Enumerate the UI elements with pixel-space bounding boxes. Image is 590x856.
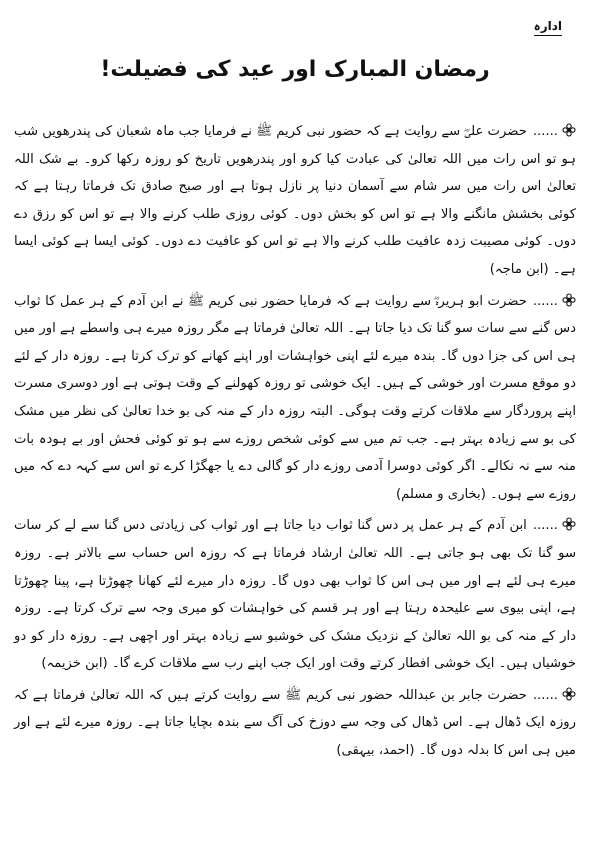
article-title: رمضان المبارک اور عید کی فضیلت! (100, 57, 490, 82)
reference: (ابن ماجہ) (489, 261, 549, 277)
article-body (14, 118, 576, 769)
paragraph-2 (14, 288, 576, 509)
reference: (بخاری و مسلم) (395, 486, 486, 502)
paragraph-3 (14, 512, 576, 678)
paragraph-4 (14, 682, 576, 765)
paragraph-lead: ...... (532, 293, 558, 309)
department-label: ادارہ (534, 18, 562, 36)
paragraph-text: حضرت جابر بن عبداللہ حضور نبی کریم ﷺ سے روایت کرتے ہیں کہ اللہ تعالیٰ فرماتا ہے کہ روزہ ایک ڈھال ہے۔ اس ڈھال کی وجہ سے دوزخ کی آگ سے بندہ بچایا جاتا ہے۔ روزہ میرے لئے ہے اور میں ہی اس کا بدلہ دوں گا۔ (14, 687, 576, 759)
paragraph-lead: ...... (532, 518, 558, 534)
reference: (ابن خزیمہ) (41, 656, 108, 672)
flower-icon (562, 293, 576, 307)
flower-icon (562, 517, 576, 531)
paragraph-text: ابن آدم کے ہر عمل پر دس گنا ثواب دیا جاتا ہے اور ثواب کی زیادتی دس گنا سے لے کر سات سو گنا تک بھی ہو جاتی ہے۔ اللہ تعالیٰ ارشاد فرماتا ہے کہ روزہ اس حساب سے بالاتر ہے۔ روزہ میرے ہی لئے ہے اور میں ہی اس کا ثواب بھی دوں گا۔ روزہ دار میرے لئے کھانا چھوڑتا ہے، پینا چھوڑتا ہے، اپنی بیوی سے علیحدہ رہتا ہے اور ہر قسم کی خواہشات کو میری وجہ سے ترک کرتا ہے۔ روزہ دار کے منہ کی بو اللہ تعالیٰ کے نزدیک مشک کی خوشبو سے زیادہ بہتر اور اچھی ہے۔ روزہ دار کو دو خوشیاں ہیں۔ ایک خوشی افطار کرتے وقت اور ایک جب اپنے رب سے ملاقات کرے گا۔ (14, 518, 576, 672)
paragraph-lead: ...... (532, 687, 558, 703)
paragraph-text: حضرت ابو ہریرہؓ سے روایت ہے کہ فرمایا حضور نبی کریم ﷺ نے ابن آدم کے ہر عمل کا ثواب دس گنے سے سات سو گنا تک دیا جاتا ہے۔ اللہ تعالیٰ فرماتا ہے مگر روزہ میرے ہی واسطے ہے اور میں ہی اس کی جزا دوں گا۔ بندہ میرے لئے اپنی خواہشات اور اپنے کھانے کو ترک کرتا ہے۔ روزہ دار کے لئے دو موقع مسرت اور خوشی کے ہیں۔ ایک خوشی تو روزہ کھولنے کے وقت ہوتی ہے اور دوسری مسرت اپنے پروردگار سے ملاقات کرتے وقت ہوگی۔ البتہ روزہ دار کے منہ کی بو خدا تعالیٰ کی نظر میں مشک کی بو سے زیادہ بہتر ہے۔ جب تم میں سے کوئی شخص روزے سے ہو تو کوئی فحش اور بے ہودہ بات منہ سے نہ نکالے۔ اگر کوئی دوسرا آدمی روزے دار کو گالی دے یا جھگڑا کرے تو اس سے کہہ دے کہ میں روزے سے ہوں۔ (14, 293, 576, 502)
flower-icon (562, 687, 576, 701)
flower-icon (562, 123, 576, 137)
paragraph-1 (14, 118, 576, 284)
paragraph-text: حضرت علیؓ سے روایت ہے کہ حضور نبی کریم ﷺ نے فرمایا جب ماہ شعبان کی پندرھویں شب ہو تو اس رات میں اللہ تعالیٰ کی عبادت کیا کرو اور پندرھویں تاریخ کو روزہ رکھا کرو۔ بے شک اللہ تعالیٰ اس رات میں سر شام سے آسمان دنیا پر نازل ہوتا ہے اور صبح صادق تک فرماتا رہتا ہے کہ کوئی بخشش مانگنے والا ہے تو اس کو بخش دوں۔ کوئی روزی طلب کرنے والا ہے تو اس کو رزق دے دوں۔ کوئی مصیبت زدہ عافیت طلب کرنے والا ہے تو اس کو عافیت دے دوں۔ کوئی ایسا ہے کوئی ایسا ہے۔ (14, 124, 576, 277)
reference: (احمد، بیہقی) (336, 743, 415, 759)
paragraph-lead: ...... (532, 124, 558, 139)
